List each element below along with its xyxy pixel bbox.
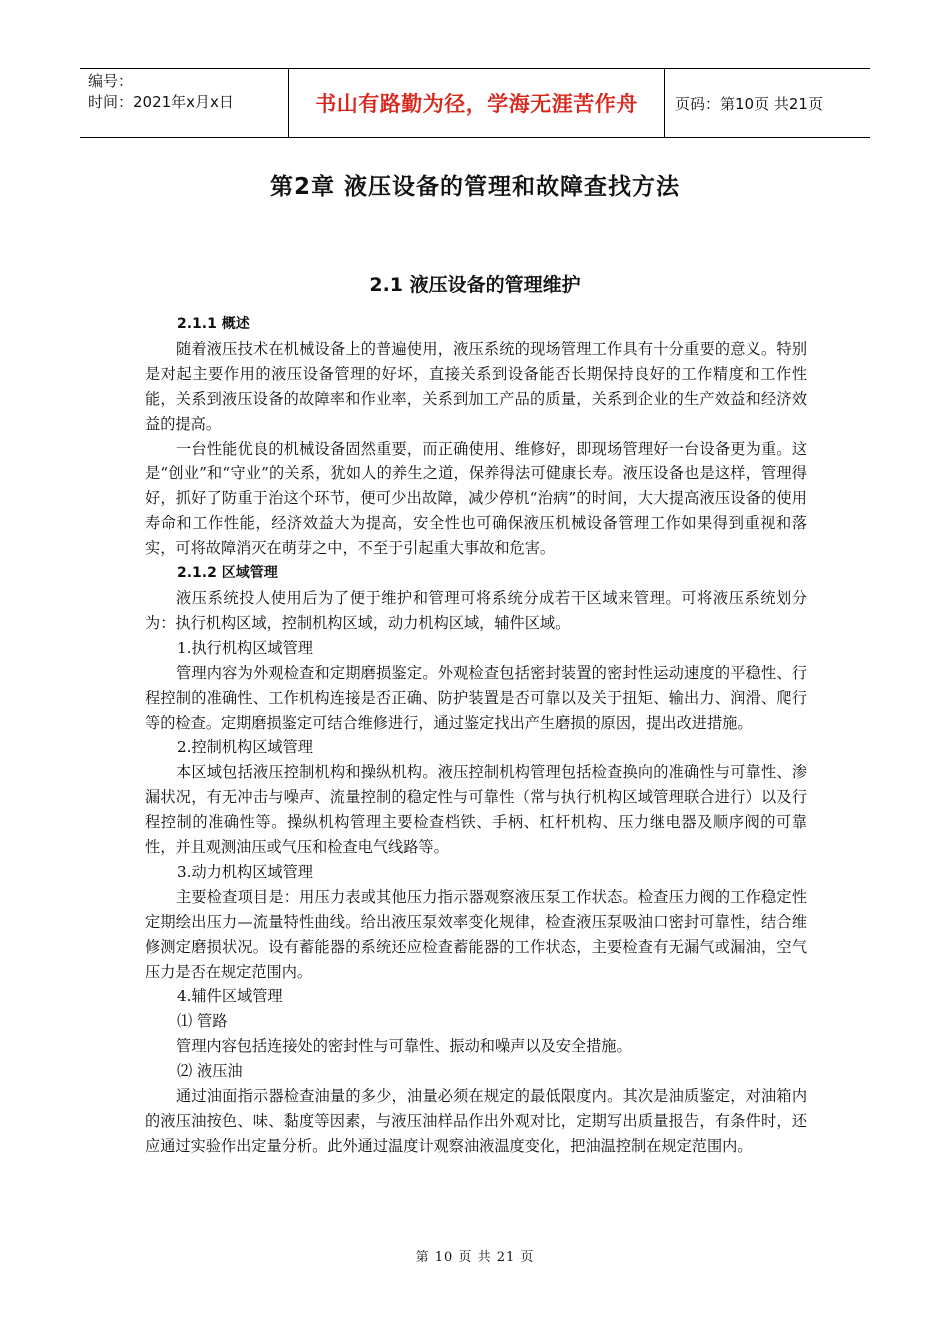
chapter-title: 第2章 液压设备的管理和故障查找方法: [269, 174, 680, 200]
list-heading: ⑴ 管路: [177, 1012, 228, 1031]
page-footer: 第 10 页 共 21 页: [415, 1250, 535, 1265]
list-heading: 2.控制机构区域管理: [177, 738, 313, 757]
body-paragraph: 一台性能优良的机械设备固然重要，而正确使用、维修好，即现场管理好一台设备更为重。这是“创业”和“守业”的关系，犹如人的养生之道，保养得法可健康长寿。液压设备也是这样，管理得好，抓好了防重于治这个环节，便可少出故障，减少停机“治病”的时间，大大提高液压设备的使用寿命和工作性能，经济效益大为提高，安全性也可确保液压机械设备管理工作如果得到重视和落实，可将故障消灭在萌芽之中，不至于引起重大事故和危害。: [145, 439, 807, 558]
header-motto-cell: [288, 69, 665, 137]
body-paragraph: 液压系统投人使用后为了便于维护和管理可将系统分成若干区域来管理。可将液压系统划分为：执行机构区域，控制机构区域，动力机构区域，辅件区域。: [145, 588, 807, 632]
list-heading: 3.动力机构区域管理: [177, 862, 313, 881]
header-number: 编号：: [88, 72, 134, 90]
header-motto: 书山有路勤为径，学海无涯苦作舟: [315, 92, 638, 116]
subsection-heading: 2.1.1 概述: [177, 316, 250, 332]
body-paragraph: 主要检查项目是：用压力表或其他压力指示器观察液压泵工作状态。检查压力阀的工作稳定性定期绘出压力—流量特性曲线。给出液压泵效率变化规律，检查液压泵吸油口密封可靠性，结合维修测定磨损状况。设有蓄能器的系统还应检查蓄能器的工作状态，主要检查有无漏气或漏油，空气压力是否在规定范围内。: [145, 887, 807, 981]
header-page-number: 页码：第10页 共21页: [675, 94, 823, 113]
body-paragraph: 管理内容包括连接处的密封性与可靠性、振动和噪声以及安全措施。: [176, 1037, 632, 1056]
page-header: [80, 68, 870, 138]
subsection-heading: 2.1.2 区域管理: [177, 565, 278, 582]
section-title: 2.1 液压设备的管理维护: [369, 274, 581, 296]
body-paragraph: 随着液压技术在机械设备上的普遍使用，液压系统的现场管理工作具有十分重要的意义。特别是对起主要作用的液压设备管理的好坏，直接关系到设备能否长期保持良好的工作精度和工作性能，关系到液压设备的故障率和作业率，关系到加工产品的质量，关系到企业的生产效益和经济效益的提高。: [145, 339, 807, 433]
body-paragraph: 通过油面指示器检查油量的多少，油量必须在规定的最低限度内。其次是油质鉴定，对油箱内的液压油按色、味、黏度等因素，与液压油样品作出外观对比，定期写出质量报告，有条件时，还应通过实验作出定量分析。此外通过温度计观察油液温度变化，把油温控制在规定范围内。: [145, 1087, 807, 1155]
body-paragraph: 管理内容为外观检查和定期磨损鉴定。外观检查包括密封装置的密封性运动速度的平稳性、行程控制的准确性、工作机构连接是否正确、防护装置是否可靠以及关于扭矩、输出力、润滑、爬行等的检查。定期磨损鉴定可结合维修进行，通过鉴定找出产生磨损的原因，提出改进措施。: [145, 663, 807, 732]
header-time: 时间：2021年x月x日: [88, 93, 234, 111]
header-page-cell: [665, 69, 870, 137]
document-body: [145, 312, 807, 1159]
list-heading: 1.执行机构区域管理: [177, 638, 313, 657]
list-heading: ⑵ 液压油: [177, 1062, 243, 1081]
body-paragraph: 本区域包括液压控制机构和操纵机构。液压控制机构管理包括检查换向的准确性与可靠性、渗漏状况，有无冲击与噪声、流量控制的稳定性与可靠性（常与执行机构区域管理联合进行）以及行程控制的准确性等。操纵机构管理主要检查档铁、手柄、杠杆机构、压力继电器及顺序阀的可靠性，并且观测油压或气压和检查电气线路等。: [145, 763, 807, 857]
header-info: [80, 69, 288, 137]
list-heading: 4.辅件区域管理: [177, 987, 283, 1006]
